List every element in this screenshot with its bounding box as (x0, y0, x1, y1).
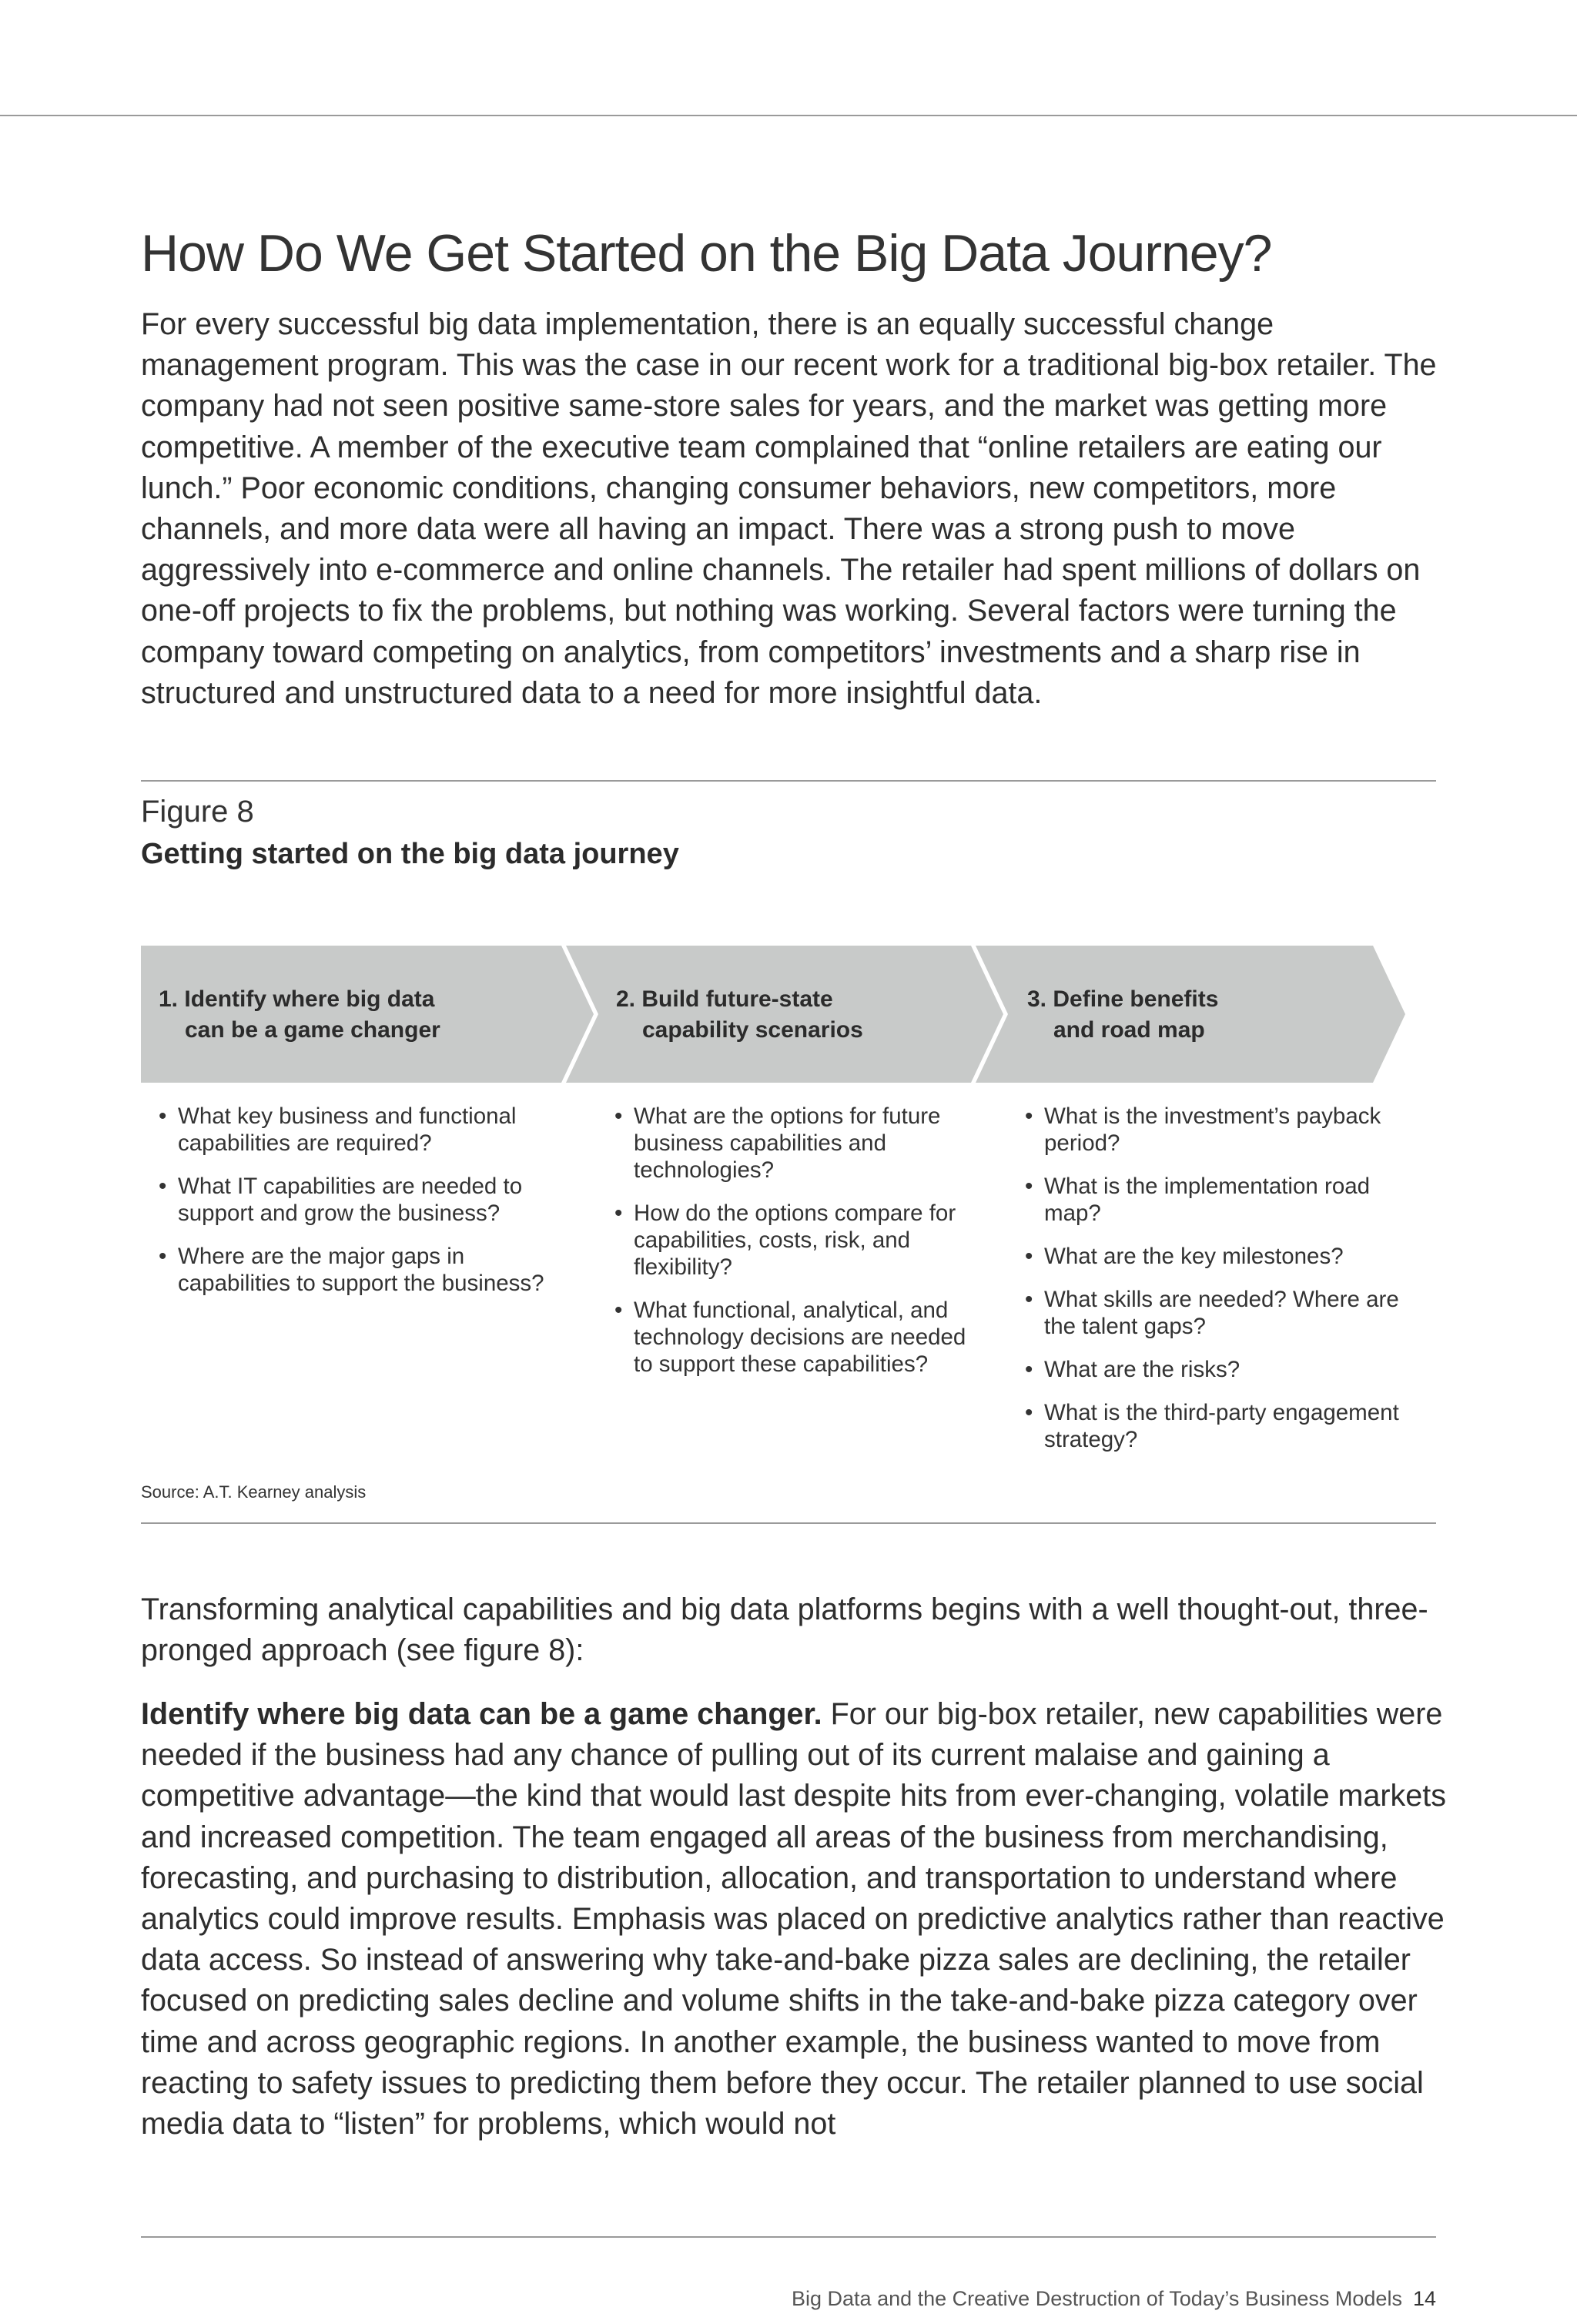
step-3-questions (1025, 1103, 1402, 1469)
step-2-title (616, 984, 863, 1046)
page-number: 14 (1412, 2287, 1436, 2310)
top-rule (0, 115, 1577, 116)
step-2-questions (614, 1103, 976, 1394)
figure-bottom-rule (141, 1522, 1436, 1524)
step-2-title-line2: capability scenarios (642, 1017, 863, 1043)
figure-label: Figure 8 (141, 795, 254, 829)
list-item: • What are the options for future business capabilities and technologies? (614, 1103, 976, 1184)
list-item: • What functional, analytical, and technology decisions are needed to support these capabilities? (614, 1297, 976, 1378)
step-3-title-line2: and road map (1053, 1017, 1205, 1043)
list-item: • Where are the major gaps in capabilities to support the business? (159, 1243, 574, 1297)
step-2-number: 2. (616, 986, 636, 1012)
page-title: How Do We Get Started on the Big Data Journey? (141, 224, 1272, 283)
figure-source: Source: A.T. Kearney analysis (141, 1482, 367, 1502)
body-paragraph-2 (141, 1694, 1465, 2145)
list-item: • What are the risks? (1025, 1356, 1402, 1383)
step-1-number: 1. (159, 986, 179, 1012)
step-2-title-line1: Build future-state (641, 986, 833, 1012)
step-3-title (1027, 984, 1218, 1046)
body-paragraph-1: Transforming analytical capabilities and big data platforms begins with a well thought-out, three-pronged approach (see figure 8): (141, 1592, 1428, 1668)
list-item: • What skills are needed? Where are the talent gaps? (1025, 1286, 1402, 1340)
paragraph-lead-in: Identify where big data can be a game changer. (141, 1697, 822, 1731)
figure-top-rule (141, 780, 1436, 782)
list-item: • What are the key milestones? (1025, 1243, 1402, 1270)
step-1-title-line2: can be a game changer (185, 1017, 440, 1043)
step-3-title-line1: Define benefits (1053, 986, 1219, 1012)
step-1-title (159, 984, 440, 1046)
footer-rule (141, 2236, 1436, 2238)
list-item: • What key business and functional capabilities are required? (159, 1103, 574, 1157)
intro-paragraph: For every successful big data implementation, there is an equally successful change management program. This was the case in our recent work for a traditional big-box retailer. The company had not seen positive same-store sales for years, and the market was getting more competitive. A member of the executive team complained that “online retailers are eating our lunch.” Poor economic conditions, changing consumer behaviors, new competitors, more channels, and more data were all having an impact. There was a strong push to move aggressively into e-commerce and online channels. The retailer had spent millions of dollars on one-off projects to fix the problems, but nothing was working. Several factors were turning the company toward competing on analytics, from competitors’ investments and a sharp rise in structured and unstructured data to a need for more insightful data. (141, 307, 1437, 710)
footer-title: Big Data and the Creative Destruction of Today’s Business Models (792, 2287, 1402, 2310)
step-3-number: 3. (1027, 986, 1047, 1012)
step-1-questions (159, 1103, 574, 1313)
page-footer (792, 2287, 1436, 2311)
figure-title: Getting started on the big data journey (141, 838, 679, 870)
list-item: • How do the options compare for capabilities, costs, risk, and flexibility? (614, 1200, 976, 1281)
list-item: • What is the implementation road map? (1025, 1173, 1402, 1227)
paragraph-text: For our big-box retailer, new capabilities were needed if the business had any chance of pulling out of its current malaise and gaining a competitive advantage—the kind that would last despite hits from ever-changing, volatile markets and increased competition. The team engaged all areas of the business from merchandising, forecasting, and purchasing to distribution, allocation, and transportation to understand where analytics could improve results. Emphasis was placed on predictive analytics rather than reactive data access. So instead of answering why take-and-bake pizza sales are declining, the retailer focused on predicting sales decline and volume shifts in the take-and-bake pizza category over time and across geographic regions. In another example, the business wanted to move from reacting to safety issues to predicting them before they occur. The retailer planned to use social media data to “listen” for problems, which would not (141, 1697, 1446, 2141)
list-item: • What is the investment’s payback period? (1025, 1103, 1402, 1157)
step-1-title-line1: Identify where big data (184, 986, 435, 1012)
list-item: • What is the third-party engagement strategy? (1025, 1399, 1402, 1453)
list-item: • What IT capabilities are needed to support and grow the business? (159, 1173, 574, 1227)
